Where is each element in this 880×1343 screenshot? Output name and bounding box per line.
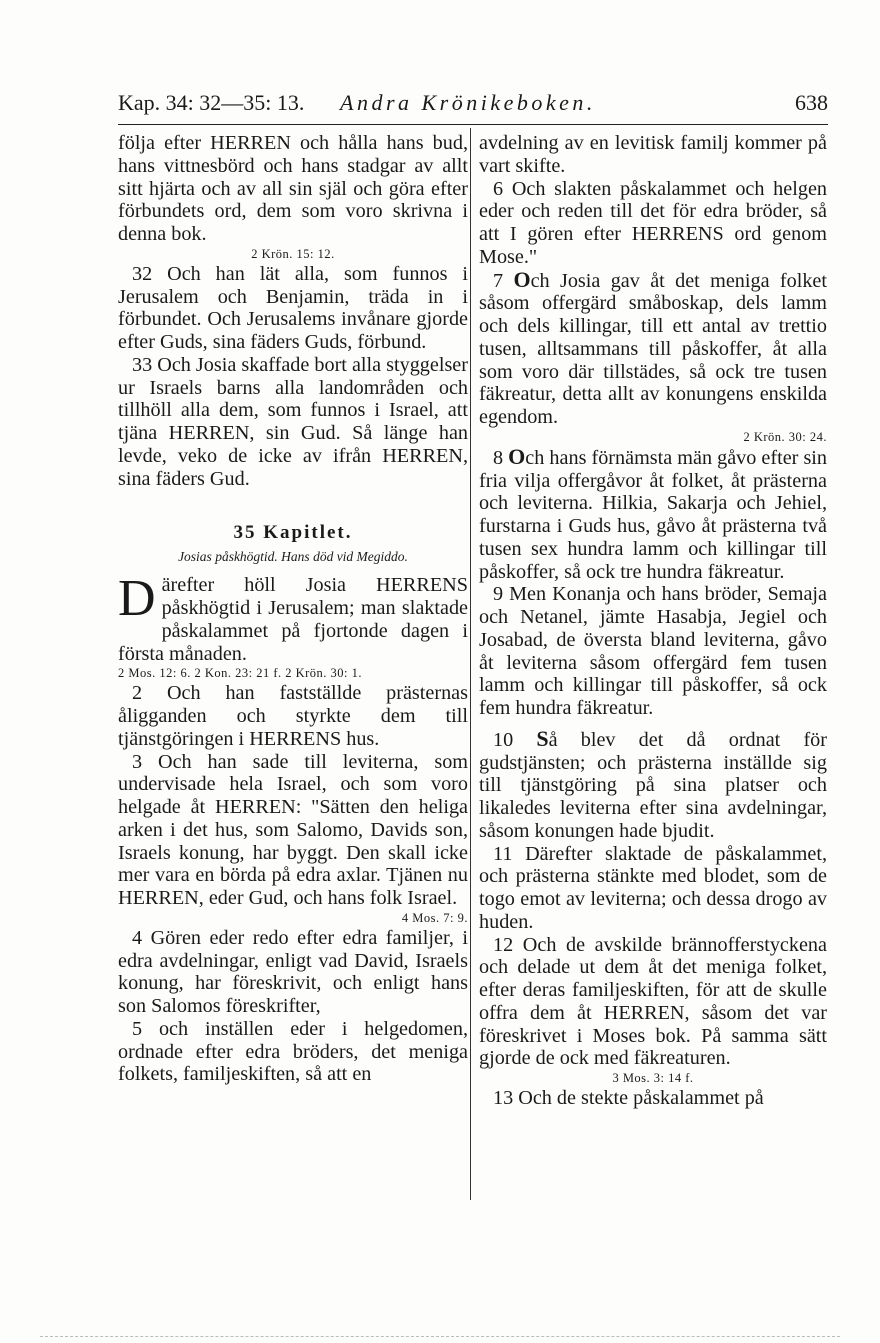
cross-reference: 2 Mos. 12: 6. 2 Kon. 23: 21 f. 2 Krön. 30: 1. — [118, 666, 363, 681]
verse-31-cont: följa efter HERREN och hålla hans bud, hans vittnesbörd och hans stadgar av allt sitt hjärta och av all sin själ och göra efter förbundets ord, dem som voro skrivna i denna bok. — [118, 132, 468, 245]
verse-13: 13 Och de stekte påskalammet på — [493, 1087, 764, 1109]
verse-5-cont: avdelning av en levitisk familj kommer på vart skifte. — [479, 132, 827, 177]
verse-2: 2 Och han fastställde prästernas åligganden och styrkte dem till tjänstgöringen i HERRENS hus. — [118, 682, 468, 750]
verse-7-text: ch Josia gav åt det meniga folket såsom offergärd småboskap, dels lamm och dels killingar, till ett antal av trettio tusen, alltsammans till påskoffer, åt alla som voro där tillstädes, så ock tre tusen fäkreatur, detta allt av konungens enskilda egendom. — [479, 269, 827, 428]
book-title: Andra Krönikeboken. — [340, 90, 596, 115]
page-edge — [40, 1336, 840, 1337]
verse-number: 10 — [493, 728, 514, 751]
verse-1 — [118, 570, 468, 665]
cross-reference: 2 Krön. 30: 24. — [743, 429, 827, 444]
verse-11: 11 Därefter slaktade de påskalammet, och prästerna stänkte med blodet, som de togo emot av leviterna; och dessa drogo av huden. — [479, 842, 827, 933]
header-rule — [118, 124, 828, 125]
chapter-summary: Josias påskhögtid. Hans död vid Megiddo. — [178, 549, 408, 565]
bold-initial: S — [536, 725, 549, 751]
verse-33: 33 Och Josia skaffade bort alla styggelser ur Israels barns alla landområden och tillhöll alla dem, som funnos i Israel, att tjäna HERREN, sin Gud. Så länge han levde, veko de icke av ifrån HERREN, sina fäders Gud. — [118, 353, 468, 490]
verse-9: 9 Men Konanja och hans bröder, Semaja och Netanel, jämte Hasabja, Jegiel och Josabad, de översta bland leviterna, gåvo åt leviterna såsom offergärd fem tusen lamm och killingar till påskoffer, så ock fem hundra fäkreatur. — [479, 583, 827, 719]
verse-32: 32 Och han lät alla, som funnos i Jerusalem och Benjamin, träda in i förbundet. Och Jerusalems invånare gjorde efter Guds, sina fäders Guds, förbund. — [118, 262, 468, 353]
verse-10 — [479, 725, 828, 843]
verse-3-text: 3 Och han sade till leviterna, som undervisade hela Israel, och som voro helgade åt HERREN: "Sätten den heliga arken i det hus, som Salomo, Davids son, Israels konung, har byggt. Den skall icke mer vara en börda på edra axlar. Tjänen nu HERREN, eder Gud, och hans folk Israel. — [118, 750, 468, 909]
page-header — [118, 88, 828, 122]
verse-10-text: å blev det då ordnat för gudstjänsten; och prästerna inställde sig till tjänstgöring på sina platser och likaledes leviterna efter sina avdelningar, såsom konungen hade bjudit. — [479, 728, 828, 842]
bold-initial: O — [513, 266, 531, 292]
verse-7 — [479, 266, 827, 429]
verse-8-text: ch hans förnämsta män gåvo efter sin fria vilja offergåvor åt folket, åt prästerna och leviterna. Hilkia, Sakarja och Jehiel, furstarna i Guds hus, gåvo åt prästerna två tusen sex hundra lamm och killingar till påskoffer, så ock tre hundra fäkreatur. — [479, 446, 828, 583]
verse-6: 6 Och slakten påskalammet och helgen eder och reden till det för edra bröder, så att I gören efter HERRENS ord genom Mose." — [479, 177, 827, 268]
verse-number: 8 — [493, 446, 504, 469]
bold-initial: O — [508, 443, 526, 469]
drop-cap: D — [118, 570, 156, 628]
verse-5: 5 och inställen eder i helgedomen, ordnade efter edra bröders, det meniga folkets, familjeskiften, så att en — [118, 1017, 468, 1086]
right-column — [479, 132, 827, 1110]
verse-4: 4 Gören eder redo efter edra familjer, i edra avdelningar, enligt vad David, Israels konung, har föreskrivit, och enligt hans son Salomos föreskrifter, — [118, 926, 468, 1017]
cross-reference: 3 Mos. 3: 14 f. — [612, 1071, 694, 1085]
chapter-heading: 35 Kapitlet. — [233, 522, 353, 544]
column-divider — [470, 128, 471, 1200]
verse-3 — [118, 751, 468, 910]
verse-number: 7 — [493, 269, 504, 292]
cross-reference: 4 Mos. 7: 9. — [401, 910, 468, 925]
spacer — [479, 720, 827, 728]
chapter-range: Kap. 34: 32—35: 13. — [118, 90, 305, 115]
cross-reference: 2 Krön. 15: 12. — [251, 246, 335, 261]
verse-1-text: ärefter höll Josia HERRENS påskhögtid i Jerusalem; man slaktade påskalammet på fjortonde dagen i första månaden. — [118, 574, 468, 665]
left-column — [118, 132, 468, 1086]
verse-8 — [479, 443, 828, 584]
verse-12: 12 Och de avskilde brännofferstyckena och delade ut dem åt det meniga folket, efter deras familjeskiften, för att de skulle offra dem åt HERREN, såsom det var föreskrivet i Moses bok. På samma sätt gjorde de ock med fäkreaturen. — [479, 933, 827, 1070]
page-number: 638 — [795, 90, 828, 115]
